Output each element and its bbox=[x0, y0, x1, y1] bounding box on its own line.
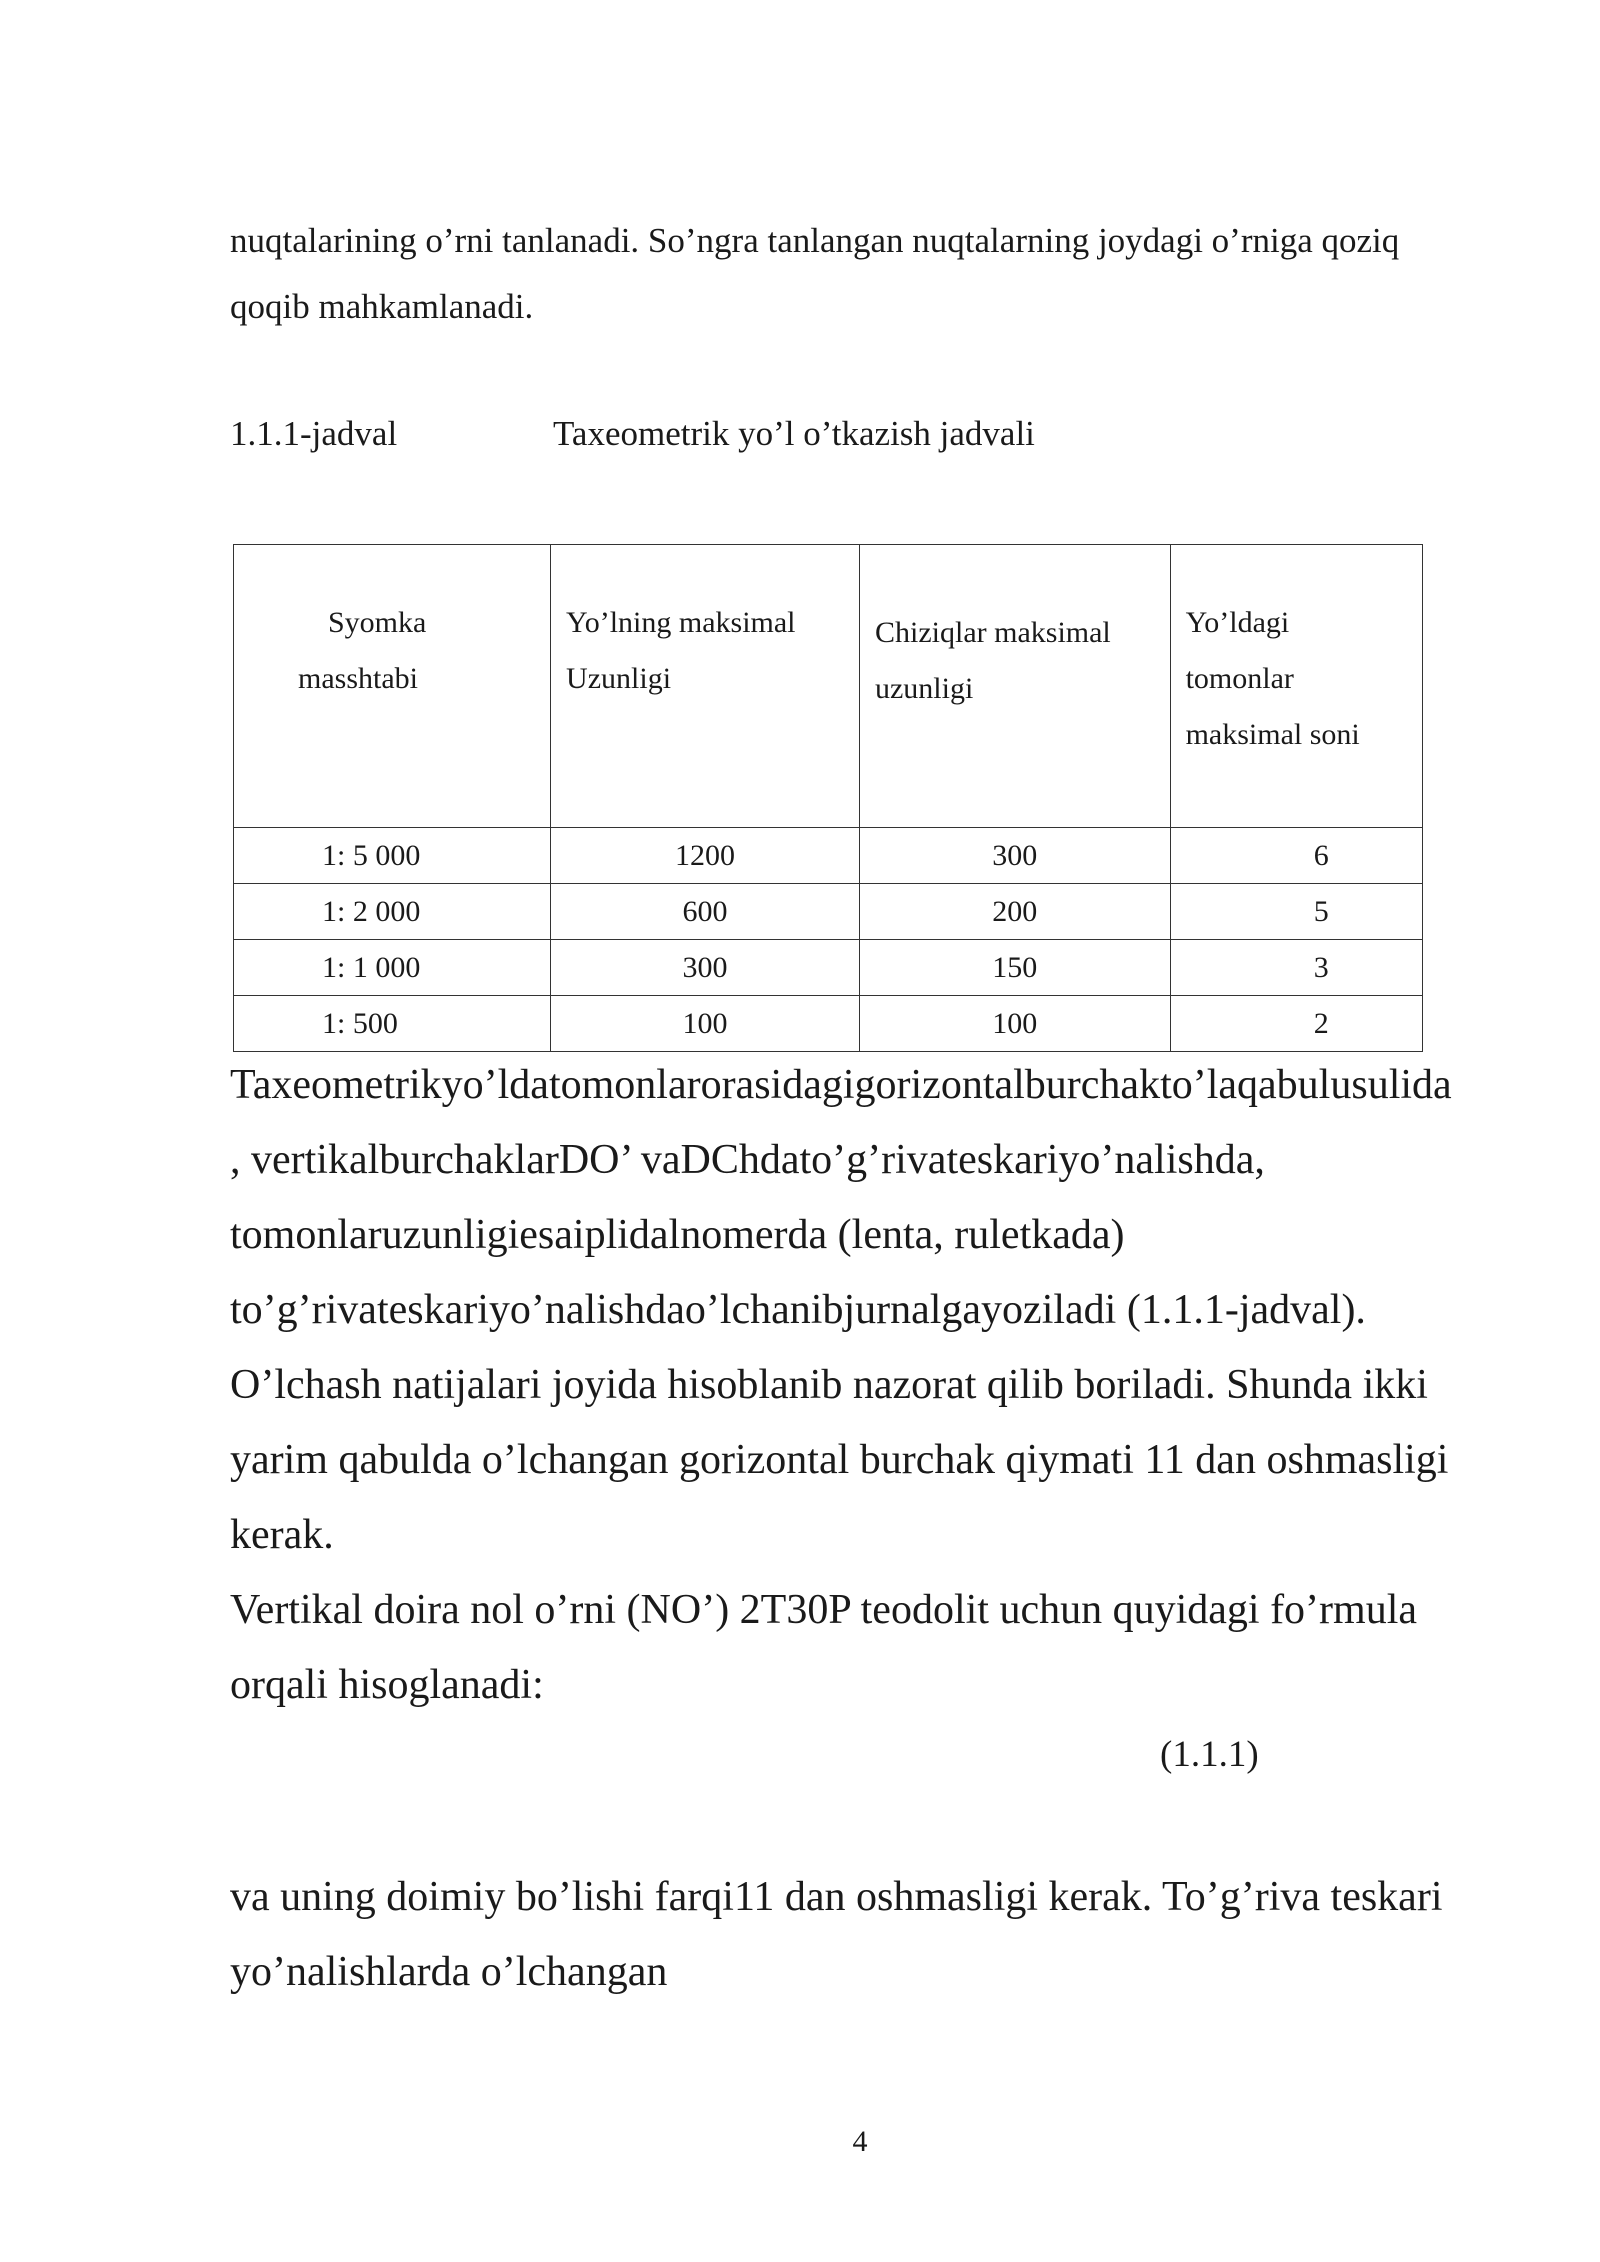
page-number: 4 bbox=[852, 2125, 868, 2158]
header-line: Yo’ldagi bbox=[1185, 606, 1290, 639]
header-max-traverse-length bbox=[551, 545, 860, 828]
body-line: to’g’rivateskariyo’nalishdao’lchanibjurnalgayoziladi (1.1.1-jadval). bbox=[230, 1287, 1366, 1333]
cell-sides-count: 6 bbox=[1170, 828, 1422, 884]
cell-line-length: 200 bbox=[859, 884, 1170, 940]
body-line: orqali hisoglanadi: bbox=[230, 1662, 544, 1708]
intro-line: qoqib mahkamlanadi. bbox=[230, 287, 534, 326]
header-line: Yo’lning maksimal bbox=[566, 606, 796, 639]
cell-traverse-length: 1200 bbox=[551, 828, 860, 884]
body-line: O’lchash natijalari joyida hisoblanib nazorat qilib boriladi. Shunda ikki bbox=[230, 1362, 1428, 1408]
traverse-table bbox=[233, 544, 1423, 1052]
header-max-sides-count bbox=[1170, 545, 1422, 828]
cell-sides-count: 5 bbox=[1170, 884, 1422, 940]
table-caption-number: 1.1.1-jadval bbox=[230, 414, 398, 453]
cell-sides-count: 3 bbox=[1170, 940, 1422, 996]
cell-line-length: 300 bbox=[859, 828, 1170, 884]
table-header-row bbox=[234, 545, 1423, 828]
cell-scale: 1: 1 000 bbox=[234, 940, 551, 996]
cell-line-length: 100 bbox=[859, 996, 1170, 1052]
table-row bbox=[234, 884, 1423, 940]
header-line: Chiziqlar maksimal bbox=[874, 616, 1111, 649]
body-line: Taxeometrikyo’ldatomonlarorasidagigorizontalburchakto’laqabulusulida bbox=[230, 1062, 1452, 1108]
cell-traverse-length: 600 bbox=[551, 884, 860, 940]
cell-scale: 1: 5 000 bbox=[234, 828, 551, 884]
cell-traverse-length: 300 bbox=[551, 940, 860, 996]
body-line: yarim qabulda o’lchangan gorizontal burchak qiymati 11 dan oshmasligi bbox=[230, 1437, 1449, 1483]
table-row bbox=[234, 828, 1423, 884]
cell-scale: 1: 500 bbox=[234, 996, 551, 1052]
header-max-line-length bbox=[859, 545, 1170, 828]
table-row bbox=[234, 940, 1423, 996]
table-caption-title: Taxeometrik yo’l o’tkazish jadvali bbox=[553, 414, 1035, 453]
cell-scale: 1: 2 000 bbox=[234, 884, 551, 940]
cell-sides-count: 2 bbox=[1170, 996, 1422, 1052]
table-row bbox=[234, 996, 1423, 1052]
header-survey-scale bbox=[234, 545, 551, 828]
intro-paragraph bbox=[230, 208, 1510, 340]
header-line: Uzunligi bbox=[566, 662, 672, 695]
body-line: Vertikal doira nol o’rni (NO’) 2T30P teodolit uchun quyidagi fo’rmula bbox=[230, 1587, 1418, 1633]
formula-number: (1.1.1) bbox=[1160, 1734, 1259, 1775]
header-line: maksimal soni bbox=[1185, 718, 1360, 751]
header-line: Syomka bbox=[328, 606, 427, 639]
body-paragraph bbox=[230, 1048, 1530, 1723]
cell-traverse-length: 100 bbox=[551, 996, 860, 1052]
body-line: tomonlaruzunligiesaiplidalnomerda (lenta, ruletkada) bbox=[230, 1212, 1125, 1258]
body-line: kerak. bbox=[230, 1512, 334, 1558]
cell-line-length: 150 bbox=[859, 940, 1170, 996]
closing-paragraph bbox=[230, 1860, 1530, 2010]
header-line: tomonlar bbox=[1185, 662, 1294, 695]
intro-line: nuqtalarining o’rni tanlanadi. So’ngra tanlangan nuqtalarning joydagi o’rniga qoziq bbox=[230, 221, 1400, 260]
closing-line: va uning doimiy bo’lishi farqi11 dan oshmasligi kerak. To’g’riva teskari bbox=[230, 1874, 1443, 1920]
header-line: uzunligi bbox=[874, 672, 974, 705]
closing-line: yo’nalishlarda o’lchangan bbox=[230, 1949, 668, 1995]
header-line: masshtabi bbox=[298, 662, 418, 695]
body-line: , vertikalburchaklarDO’ vaDChdato’g’rivateskariyo’nalishda, bbox=[230, 1137, 1265, 1183]
